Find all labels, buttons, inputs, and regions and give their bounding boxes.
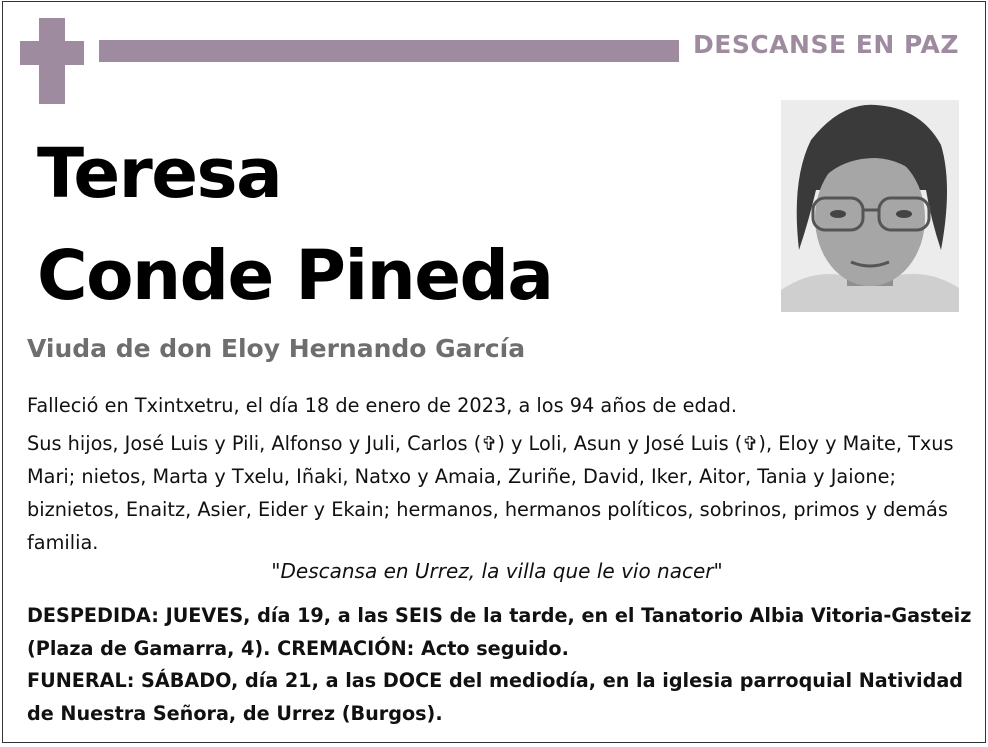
portrait-photo [781,100,959,312]
memorial-quote: "Descansa en Urrez, la villa que le vio nacer" [271,559,723,583]
obituary-page [2,1,986,743]
deceased-last-name: Conde Pineda [37,236,553,316]
header-bar [99,40,679,62]
widow-subtitle: Viuda de don Eloy Hernando García [27,334,526,363]
family-list: Sus hijos, José Luis y Pili, Alfonso y Juli, Carlos (✞) y Loli, Asun y José Luis (✞), Eloy y Maite, Txus Mari; nietos, Marta y Txelu, Iñaki, Natxo y Amaia, Zuriñe, David, Iker, Aitor, Tania y Jaione; biznietos, Enaitz, Asier, Eider y Ekain; hermanos, hermanos políticos, sobrinos, primos y demás familia. [27,432,954,554]
cross-icon-arm [20,41,84,65]
header-title: DESCANSE EN PAZ [693,30,959,59]
funeral-details: FUNERAL: SÁBADO, día 21, a las DOCE del mediodía, en la iglesia parroquial Natividad de Nuestra Señora, de Urrez (Burgos). [27,669,963,725]
farewell-details: DESPEDIDA: JUEVES, día 19, a las SEIS de la tarde, en el Tanatorio Albia Vitoria-Gasteiz (Plaza de Gamarra, 4). CREMACIÓN: Acto seguido. [27,604,972,660]
deceased-first-name: Teresa [37,134,282,214]
death-notice: Falleció en Txintxetru, el día 18 de enero de 2023, a los 94 años de edad. [27,394,737,417]
